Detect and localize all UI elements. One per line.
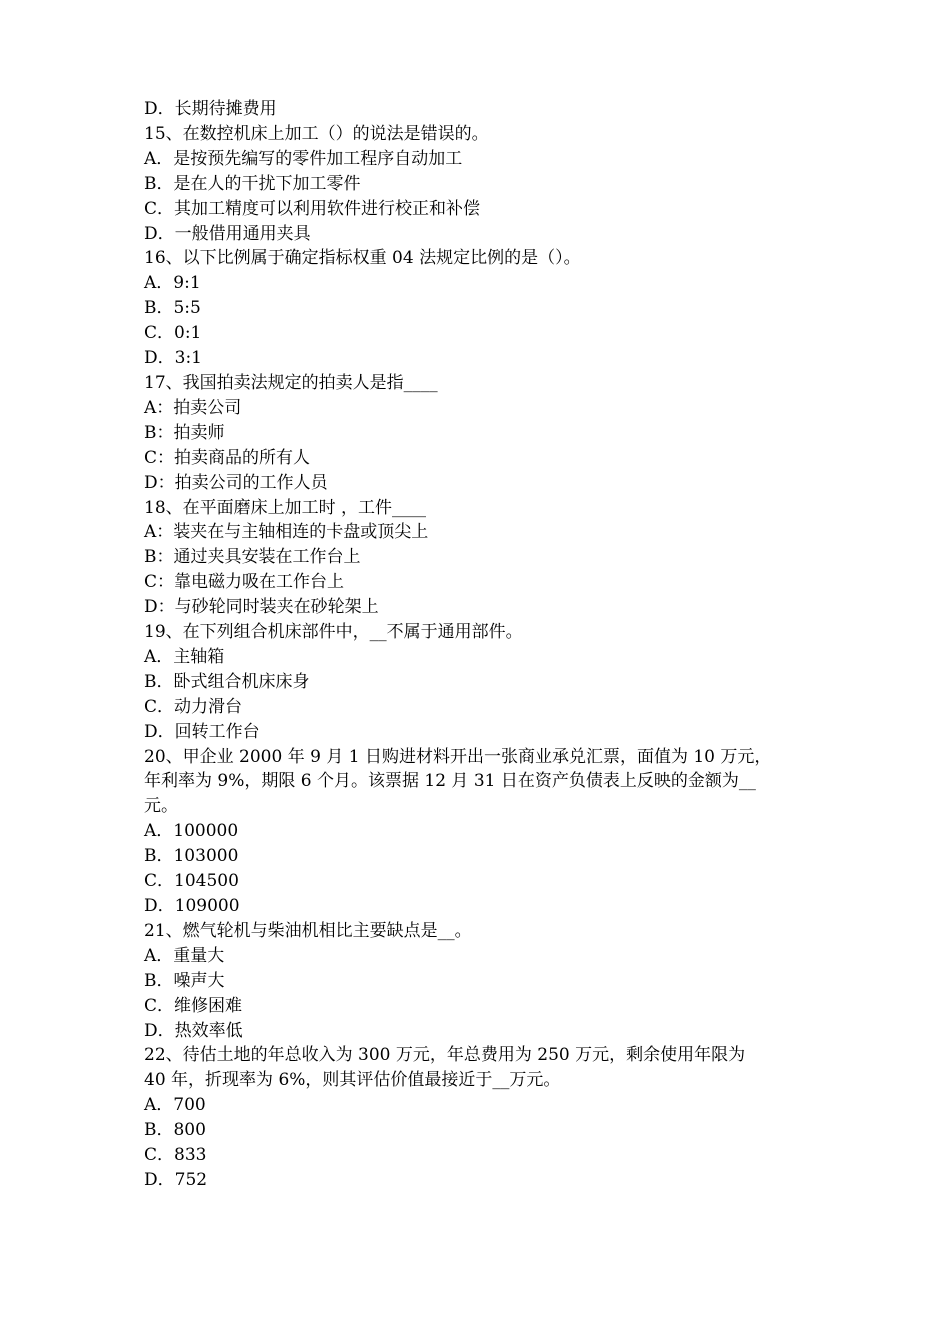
option-line: A．主轴箱 [144, 646, 225, 667]
option-line: C．833 [144, 1145, 207, 1166]
option-line: D．热效率低 [144, 1020, 243, 1041]
option-line: D：与砂轮同时装夹在砂轮架上 [144, 597, 379, 618]
question-line: 元。 [144, 796, 178, 817]
option-line: D．一般借用通用夹具 [144, 223, 311, 244]
question-line: 18、在平面磨床上加工时 ，工件____ [144, 497, 427, 518]
question-line: 40 年，折现率为 6%，则其评估价值最接近于__万元。 [144, 1070, 561, 1091]
option-line: B：通过夹具安装在工作台上 [144, 547, 361, 568]
option-line: D．回转工作台 [144, 721, 260, 742]
document-page [144, 97, 812, 1193]
option-line: A．700 [144, 1095, 206, 1116]
option-line: B．5:5 [144, 298, 201, 319]
option-line: D．长期待摊费用 [144, 99, 277, 119]
option-line: B：拍卖师 [144, 422, 225, 443]
question-line: 19、在下列组合机床部件中，__不属于通用部件。 [144, 622, 523, 643]
option-line: D．109000 [144, 896, 240, 916]
option-line: A：装夹在与主轴相连的卡盘或顶尖上 [144, 522, 429, 543]
option-line: B．噪声大 [144, 970, 225, 991]
option-line: A：拍卖公司 [144, 397, 242, 418]
option-line: C．动力滑台 [144, 696, 243, 717]
option-line: B．800 [144, 1120, 206, 1141]
option-line: B．103000 [144, 846, 239, 867]
option-line: B．卧式组合机床床身 [144, 671, 310, 692]
option-line: D：拍卖公司的工作人员 [144, 472, 328, 493]
question-line: 年利率为 9%，期限 6 个月。该票据 12 月 31 日在资产负债表上反映的金额为__ [144, 771, 756, 792]
option-line: B．是在人的干扰下加工零件 [144, 173, 361, 194]
question-line: 16、以下比例属于确定指标权重 04 法规定比例的是（）。 [144, 248, 581, 269]
option-line: C．0:1 [144, 323, 202, 344]
option-line: C：拍卖商品的所有人 [144, 447, 311, 468]
question-line: 17、我国拍卖法规定的拍卖人是指____ [144, 372, 438, 393]
option-line: C．104500 [144, 871, 239, 892]
option-line: A．重量大 [144, 945, 225, 966]
question-line: 20、甲企业 2000 年 9 月 1 日购进材料开出一张商业承兑汇票，面值为 10 万元， [144, 746, 772, 767]
option-line: A．100000 [144, 821, 239, 842]
question-line: 21、燃气轮机与柴油机相比主要缺点是__。 [144, 920, 472, 941]
option-line: C．其加工精度可以利用软件进行校正和补偿 [144, 198, 481, 219]
option-line: A．9:1 [144, 273, 201, 294]
option-line: A．是按预先编写的零件加工程序自动加工 [144, 148, 463, 169]
question-line: 15、在数控机床上加工（）的说法是错误的。 [144, 123, 489, 144]
option-line: C：靠电磁力吸在工作台上 [144, 572, 345, 593]
option-line: C．维修困难 [144, 995, 243, 1016]
question-line: 22、待估土地的年总收入为 300 万元，年总费用为 250 万元，剩余使用年限为 [144, 1045, 746, 1066]
option-line: D．3:1 [144, 348, 202, 369]
option-line: D．752 [144, 1169, 208, 1190]
